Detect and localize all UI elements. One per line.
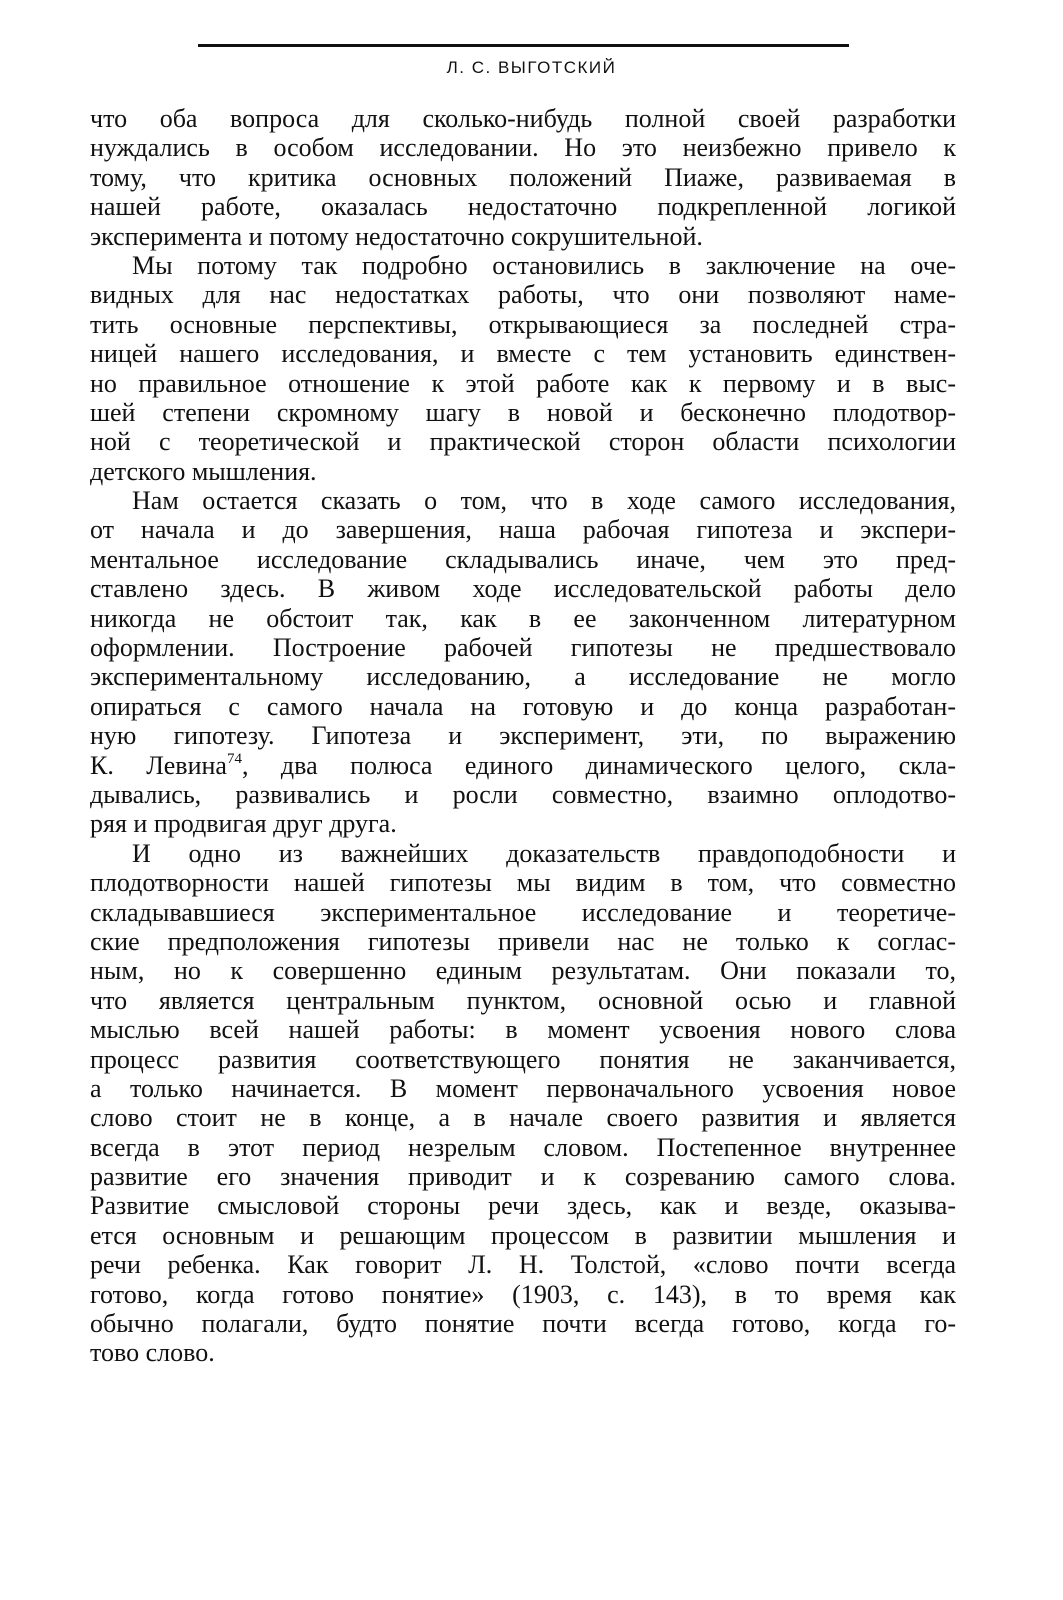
text-line: детского мышления. [90, 456, 317, 486]
body-text [90, 104, 956, 1368]
text-line-with-footnote [90, 751, 956, 780]
text-line: И одно из важнейших доказательств правдоподобности и [132, 838, 956, 868]
text-line: слово стоит не в конце, а в начале своего развития и является [90, 1103, 956, 1133]
running-head: Л. С. ВЫГОТСКИЙ [446, 58, 617, 77]
text-line: тому, что критика основных положений Пиаже, развиваемая в [90, 162, 956, 192]
text-line: но правильное отношение к этой работе как к первому и в выс- [90, 368, 956, 398]
text-line: ную гипотезу. Гипотеза и эксперимент, эти, по выражению [90, 721, 956, 751]
text-line: Развитие смысловой стороны речи здесь, как и везде, оказыва- [90, 1191, 956, 1221]
text-line: что является центральным пунктом, основной осью и главной [90, 985, 956, 1015]
text-line: ется основным и решающим процессом в развитии мышления и [90, 1220, 956, 1250]
text-line: ной с теоретической и практической сторон области психологии [90, 427, 956, 457]
text-line: нуждались в особом исследовании. Но это неизбежно привело к [90, 133, 956, 163]
text-line: экспериментальному исследованию, а исследование не могло [90, 662, 956, 692]
text-line: ным, но к совершенно единым результатам. Они показали то, [90, 956, 956, 986]
text-line: опираться с самого начала на готовую и до конца разработан- [90, 691, 956, 721]
text-line: видных для нас недостатках работы, что они позволяют наме- [90, 280, 956, 310]
paragraph [90, 251, 956, 486]
text-line: плодотворности нашей гипотезы мы видим в том, что совместно [90, 868, 956, 898]
text-line: мыслью всей нашей работы: в момент усвоения нового слова [90, 1015, 956, 1045]
text-line: ские предположения гипотезы привели нас не только к соглас- [90, 926, 956, 956]
text-line: ставлено здесь. В живом ходе исследовательской работы дело [90, 574, 956, 604]
paragraph [90, 839, 956, 1368]
text-line: процесс развития соответствующего понятия не заканчивается, [90, 1044, 956, 1074]
text-fragment: К. Левина [90, 750, 227, 780]
text-line: готово, когда готово понятие» (1903, с. 143), в то время как [90, 1279, 956, 1309]
text-line: складывавшиеся экспериментальное исследование и теоретиче- [90, 897, 956, 927]
text-line: дывались, развивались и росли совместно, взаимно оплодотво- [90, 779, 956, 809]
text-line: всегда в этот период незрелым словом. Постепенное внутреннее [90, 1132, 956, 1162]
text-line: Мы потому так подробно остановились в заключение на оче- [132, 250, 956, 280]
text-line: никогда не обстоит так, как в ее законченном литературном [90, 603, 956, 633]
text-line: тить основные перспективы, открывающиеся за последней стра- [90, 309, 956, 339]
footnote-reference[interactable]: 74 [226, 750, 242, 767]
paragraph [90, 486, 956, 839]
text-line: оформлении. Построение рабочей гипотезы не предшествовало [90, 633, 956, 663]
text-line: обычно полагали, будто понятие почти всегда готово, когда го- [90, 1309, 956, 1339]
text-fragment: , два полюса единого динамического целого, скла- [241, 750, 956, 780]
text-line: ментальное исследование складывались иначе, чем это пред- [90, 544, 956, 574]
text-line: ряя и продвигая друг друга. [90, 809, 397, 839]
text-line: эксперимента и потому недостаточно сокрушительной. [90, 221, 703, 251]
text-line: речи ребенка. Как говорит Л. Н. Толстой, «слово почти всегда [90, 1250, 956, 1280]
text-line: шей степени скромному шагу в новой и бесконечно плодотвор- [90, 397, 956, 427]
header-rule [198, 44, 849, 47]
text-line: от начала и до завершения, наша рабочая гипотеза и экспери- [90, 515, 956, 545]
text-line: нашей работе, оказалась недостаточно подкрепленной логикой [90, 192, 956, 222]
text-line: что оба вопроса для сколько-нибудь полной своей разработки [90, 104, 956, 133]
text-line: а только начинается. В момент первоначального усвоения новое [90, 1073, 956, 1103]
text-line: развитие его значения приводит и к созреванию самого слова. [90, 1162, 956, 1192]
text-line: ницей нашего исследования, и вместе с тем установить единствен- [90, 339, 956, 369]
paragraph [90, 104, 956, 251]
text-line: тово слово. [90, 1338, 215, 1368]
text-line: Нам остается сказать о том, что в ходе самого исследования, [132, 486, 956, 516]
